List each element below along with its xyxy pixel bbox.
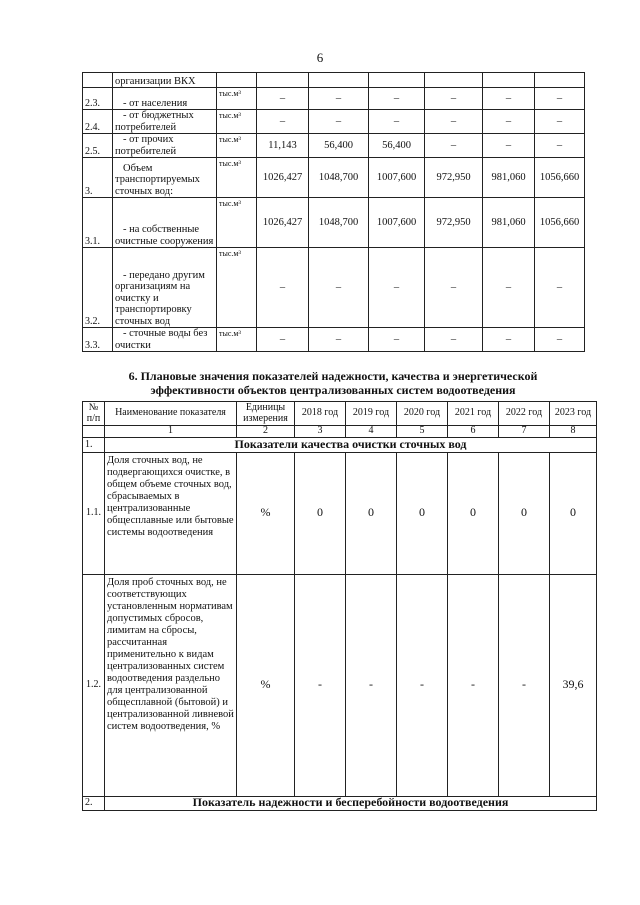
value-cell: – — [483, 328, 535, 352]
column-number: 8 — [550, 426, 597, 438]
value-cell: – — [535, 328, 585, 352]
unit-cell: тыс.м³ — [217, 328, 257, 352]
value-cell: 0 — [499, 452, 550, 574]
value-cell: – — [535, 110, 585, 134]
column-number: 7 — [499, 426, 550, 438]
indicators-table — [82, 401, 597, 811]
section-heading: Показатели качества очистки сточных вод — [105, 437, 597, 452]
value-cell: – — [369, 248, 425, 328]
value-cell: – — [369, 328, 425, 352]
value-cell: – — [309, 110, 369, 134]
header-cell: 2023 год — [550, 402, 597, 426]
header-cell: № п/п — [83, 402, 105, 426]
unit-cell: тыс.м³ — [217, 248, 257, 328]
value-cell: – — [535, 248, 585, 328]
value-cell: 1048,700 — [309, 158, 369, 198]
value-cell: – — [257, 248, 309, 328]
table-row — [83, 73, 585, 88]
value-cell: 1007,600 — [369, 198, 425, 248]
value-cell: 1026,427 — [257, 158, 309, 198]
row-number: 2.3. — [83, 88, 113, 110]
header-row — [83, 402, 597, 426]
value-cell: 1026,427 — [257, 198, 309, 248]
unit-cell: тыс.м³ — [217, 158, 257, 198]
value-cell: 0 — [448, 452, 499, 574]
row-number: 1.1. — [83, 452, 105, 574]
value-cell: – — [425, 134, 483, 158]
value-cell: - — [295, 574, 346, 796]
value-cell: 1056,660 — [535, 198, 585, 248]
header-cell: 2022 год — [499, 402, 550, 426]
value-cell: – — [369, 88, 425, 110]
row-number: 3. — [83, 158, 113, 198]
row-name: - от населения — [113, 88, 217, 110]
section-title-line1: 6. Плановые значения показателей надежности, качества и энергетической — [128, 369, 538, 383]
unit-cell: тыс.м³ — [217, 88, 257, 110]
section-title-line2: эффективности объектов централизованных систем водоотведения — [150, 383, 516, 397]
row-number: 1.2. — [83, 574, 105, 796]
section-heading: Показатель надежности и бесперебойности водоотведения — [105, 796, 597, 810]
row-number: 3.1. — [83, 198, 113, 248]
value-cell: 0 — [295, 452, 346, 574]
value-cell: 1007,600 — [369, 158, 425, 198]
section-title — [82, 369, 584, 397]
table-row — [83, 134, 585, 158]
value-cell: – — [535, 88, 585, 110]
value-cell: 981,060 — [483, 198, 535, 248]
table-row — [83, 452, 597, 574]
value-cell: 11,143 — [257, 134, 309, 158]
table-row — [83, 88, 585, 110]
value-cell: – — [425, 248, 483, 328]
value-cell: – — [483, 248, 535, 328]
column-number: 4 — [346, 426, 397, 438]
value-cell: 0 — [397, 452, 448, 574]
value-cell: – — [483, 88, 535, 110]
row-number: 2.4. — [83, 110, 113, 134]
value-cell: 0 — [346, 452, 397, 574]
section-row — [83, 796, 597, 810]
value-cell: - — [397, 574, 448, 796]
value-cell: – — [535, 134, 585, 158]
unit-cell: % — [237, 452, 295, 574]
column-number: 6 — [448, 426, 499, 438]
value-cell: – — [483, 110, 535, 134]
table-row — [83, 110, 585, 134]
row-number: 3.3. — [83, 328, 113, 352]
row-name: Объем транспортируемых сточных вод: — [113, 158, 217, 198]
table-row — [83, 158, 585, 198]
indicator-name: Доля проб сточных вод, не соответствующих установленным нормативам допустимых сбросов, лимитам на сбросы, рассчитанная применительно к видам централизованных систем водоотведения раздельно для централизованной общесплавной (бытовой) и централизованной ливневой систем водоотведения, % — [105, 574, 237, 796]
value-cell: – — [483, 134, 535, 158]
unit-cell: % — [237, 574, 295, 796]
value-cell: 39,6 — [550, 574, 597, 796]
value-cell: - — [499, 574, 550, 796]
value-cell: – — [425, 110, 483, 134]
table-row — [83, 248, 585, 328]
column-numbers-row — [83, 426, 597, 438]
value-cell: - — [346, 574, 397, 796]
value-cell: – — [309, 328, 369, 352]
header-cell: 2021 год — [448, 402, 499, 426]
value-cell: 981,060 — [483, 158, 535, 198]
row-name: организации ВКХ — [113, 73, 217, 88]
row-number: 2.5. — [83, 134, 113, 158]
header-cell: Наименование показателя — [105, 402, 237, 426]
value-cell: – — [257, 328, 309, 352]
value-cell: 1056,660 — [535, 158, 585, 198]
column-number: 3 — [295, 426, 346, 438]
value-cell: – — [257, 110, 309, 134]
value-cell: 56,400 — [369, 134, 425, 158]
value-cell: 972,950 — [425, 158, 483, 198]
page-number: 6 — [316, 50, 324, 65]
volume-table — [82, 72, 585, 352]
value-cell: 0 — [550, 452, 597, 574]
indicator-name: Доля сточных вод, не подвергающихся очистке, в общем объеме сточных вод, сбрасываемых в централизованные общесплавные или бытовые системы водоотведения — [105, 452, 237, 574]
value-cell: – — [309, 248, 369, 328]
row-name: - сточные воды без очистки — [113, 328, 217, 352]
value-cell: 56,400 — [309, 134, 369, 158]
table-row — [83, 198, 585, 248]
value-cell: – — [425, 88, 483, 110]
value-cell: – — [425, 328, 483, 352]
section-number: 2. — [83, 796, 105, 810]
header-cell: Единицы измерения — [237, 402, 295, 426]
row-name: - от прочих потребителей — [113, 134, 217, 158]
value-cell: 972,950 — [425, 198, 483, 248]
unit-cell: тыс.м³ — [217, 110, 257, 134]
column-number: 5 — [397, 426, 448, 438]
table-row — [83, 328, 585, 352]
value-cell: 1048,700 — [309, 198, 369, 248]
row-number: 3.2. — [83, 248, 113, 328]
section-number: 1. — [83, 437, 105, 452]
row-name: - передано другим организациям на очистку и транспортировку сточных вод — [113, 248, 217, 328]
header-cell: 2019 год — [346, 402, 397, 426]
unit-cell: тыс.м³ — [217, 134, 257, 158]
header-cell — [83, 426, 105, 438]
section-row — [83, 437, 597, 452]
column-number: 2 — [237, 426, 295, 438]
value-cell: – — [369, 110, 425, 134]
header-cell: 2020 год — [397, 402, 448, 426]
row-name: - на собственные очистные сооружения — [113, 198, 217, 248]
header-cell: 2018 год — [295, 402, 346, 426]
value-cell: – — [257, 88, 309, 110]
value-cell: – — [309, 88, 369, 110]
row-name: - от бюджетных потребителей — [113, 110, 217, 134]
value-cell: - — [448, 574, 499, 796]
unit-cell: тыс.м³ — [217, 198, 257, 248]
column-number: 1 — [105, 426, 237, 438]
table-row — [83, 574, 597, 796]
